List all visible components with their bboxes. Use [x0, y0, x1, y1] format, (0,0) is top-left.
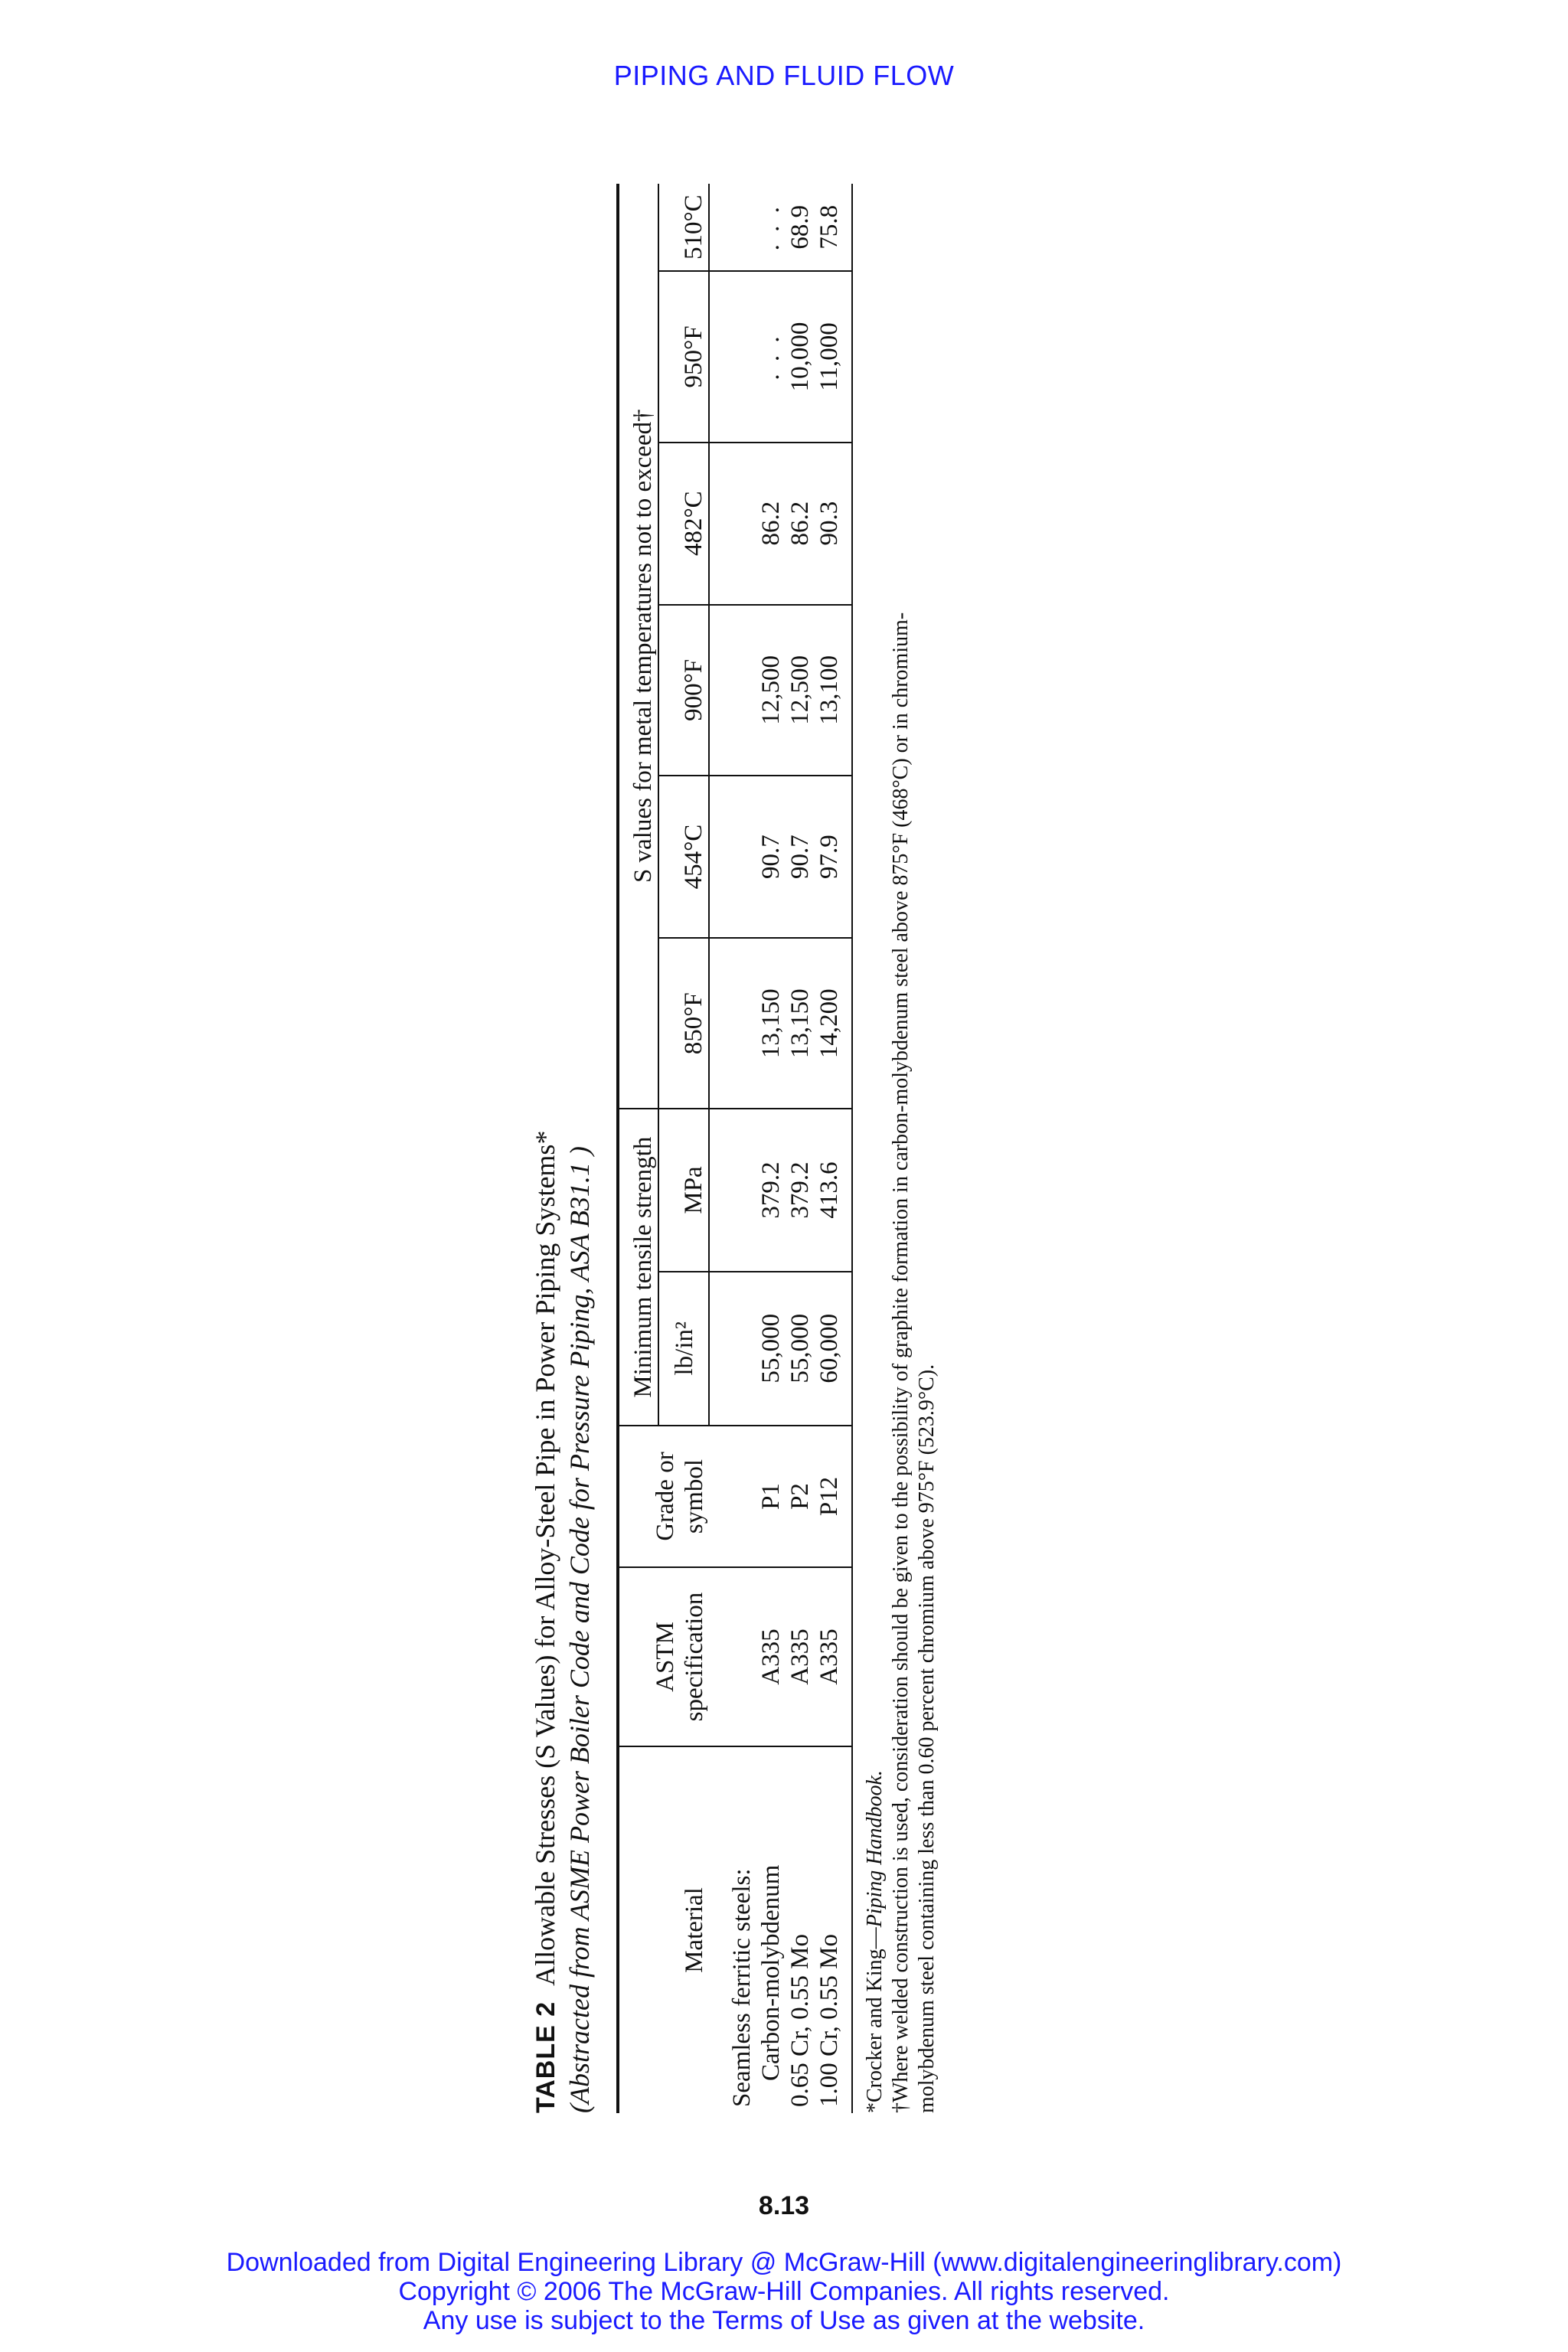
cell-s454c: 90.7: [786, 776, 815, 938]
table-title: Allowable Stresses (S Values) for Alloy-Steel Pipe in Power Piping Systems*: [530, 1130, 560, 1986]
download-footer: [0, 2248, 1568, 2335]
footer-line-3: Any use is subject to the Terms of Use as given at the website.: [423, 2306, 1145, 2335]
stress-table: [616, 184, 859, 2113]
header-temp-510c: 510°C: [658, 184, 709, 271]
cell-s510c: 75.8: [815, 184, 852, 271]
cell-astm: A335: [815, 1567, 852, 1746]
cell-s850f: 14,200: [815, 938, 852, 1109]
header-material: Material: [681, 1887, 708, 1973]
group-label: Seamless ferritic steels:: [728, 1868, 756, 2107]
cell-s850f: 13,150: [756, 938, 786, 1109]
table-footnotes: [862, 184, 940, 2113]
cell-s950f: 11,000: [815, 271, 852, 442]
running-header: PIPING AND FLUID FLOW: [613, 60, 955, 91]
cell-grade: P1: [756, 1426, 786, 1567]
footnote-dagger-line1: †Where welded construction is used, consideration should be given to the possibility of graphite formation in carbon-molybdenum steel above 875°F (468°C) or in chromium-: [889, 612, 913, 2113]
cell-grade: P12: [815, 1426, 852, 1567]
table-row: [786, 184, 815, 2113]
cell-astm: A335: [756, 1567, 786, 1746]
header-astm: ASTM specification: [618, 1567, 709, 1746]
header-temp-454c: 454°C: [658, 776, 709, 938]
cell-s900f: 13,100: [815, 605, 852, 776]
cell-psi: 55,000: [786, 1272, 815, 1426]
footnote-source: *Crocker and King—Piping Handbook.: [863, 1770, 887, 2113]
cell-mpa: 413.6: [815, 1109, 852, 1271]
table-row: [756, 184, 786, 2113]
cell-psi: 55,000: [756, 1272, 786, 1426]
cell-s510c: . . .: [756, 184, 786, 271]
cell-s482c: 86.2: [786, 443, 815, 605]
rotated-table-block: [528, 184, 1049, 2113]
header-tensile-psi: lb/in²: [658, 1272, 709, 1426]
cell-s850f: 13,150: [786, 938, 815, 1109]
header-s-values: S values for metal temperatures not to exceed†: [618, 184, 658, 1109]
cell-s950f: 10,000: [786, 271, 815, 442]
cell-s454c: 90.7: [756, 776, 786, 938]
table-group-row: [709, 184, 756, 2113]
page-number: 8.13: [758, 2191, 810, 2220]
cell-material: Carbon-molybdenum: [757, 1864, 785, 2081]
cell-s482c: 86.2: [756, 443, 786, 605]
header-grade: Grade or symbol: [618, 1426, 709, 1567]
cell-material: 1.00 Cr, 0.55 Mo: [815, 1933, 843, 2107]
cell-material: 0.65 Cr, 0.55 Mo: [786, 1933, 814, 2107]
cell-s900f: 12,500: [786, 605, 815, 776]
header-temp-850f: 850°F: [658, 938, 709, 1109]
footer-line-2: Copyright © 2006 The McGraw-Hill Companies. All rights reserved.: [398, 2277, 1170, 2306]
cell-s454c: 97.9: [815, 776, 852, 938]
footnote-dagger-line2: molybdenum steel containing less than 0.60 percent chromium above 975°F (523.9°C).: [915, 1364, 939, 2113]
cell-astm: A335: [786, 1567, 815, 1746]
cell-psi: 60,000: [815, 1272, 852, 1426]
cell-s900f: 12,500: [756, 605, 786, 776]
header-tensile: Minimum tensile strength: [618, 1109, 658, 1426]
header-temp-900f: 900°F: [658, 605, 709, 776]
cell-grade: P2: [786, 1426, 815, 1567]
cell-s950f: . . .: [756, 271, 786, 442]
table-caption: [528, 184, 596, 2113]
header-temp-482c: 482°C: [658, 443, 709, 605]
table-row: [815, 184, 852, 2113]
table-subtitle: (Abstracted from ASME Power Boiler Code and Code for Pressure Piping, ASA B31.1 ): [564, 1146, 595, 2113]
table-label: TABLE 2: [531, 2001, 560, 2113]
cell-mpa: 379.2: [756, 1109, 786, 1271]
footer-line-1: Downloaded from Digital Engineering Library @ McGraw-Hill (www.digitalengineeringlibrary.com): [226, 2248, 1342, 2277]
cell-s482c: 90.3: [815, 443, 852, 605]
header-temp-950f: 950°F: [658, 271, 709, 442]
cell-s510c: 68.9: [786, 184, 815, 271]
cell-mpa: 379.2: [786, 1109, 815, 1271]
header-tensile-mpa: MPa: [658, 1109, 709, 1271]
